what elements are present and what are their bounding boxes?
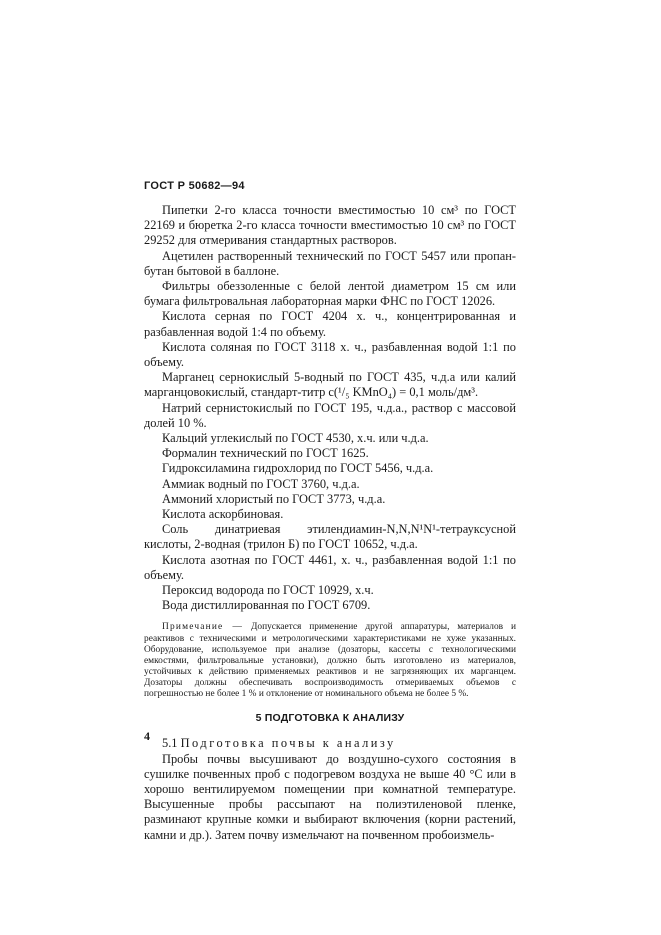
paragraph: Соль динатриевая этилендиамин-N,N,N¹N¹-тетрауксусной кислоты, 2-водная (трилон Б) по ГОСТ 10652, ч.д.а.: [144, 522, 516, 552]
paragraph: Кислота азотная по ГОСТ 4461, х. ч., разбавленная водой 1:1 по объему.: [144, 552, 516, 582]
subsection-heading: [144, 736, 516, 751]
paragraph: Формалин технический по ГОСТ 1625.: [162, 446, 369, 461]
paragraph: Ацетилен растворенный технический по ГОСТ 5457 или пропан-бутан бытовой в баллоне.: [144, 248, 516, 278]
subsection-title: Подготовка почвы к анализу: [180, 736, 396, 751]
paragraph: Марганец сернокислый 5-водный по ГОСТ 435, ч.д.а или калий марганцовокислый, стандарт-титр c(¹/₅ KMnO₄) = 0,1 моль/дм³.: [144, 370, 516, 400]
section-title: 5 ПОДГОТОВКА К АНАЛИЗУ: [255, 712, 405, 725]
document-header: ГОСТ Р 50682—94: [144, 180, 245, 192]
document-body: [144, 203, 516, 843]
paragraph: Кальций углекислый по ГОСТ 4530, х.ч. или ч.д.а.: [162, 431, 429, 446]
paragraph: Вода дистиллированная по ГОСТ 6709.: [162, 598, 371, 613]
paragraph: Фильтры обеззоленные с белой лентой диаметром 15 см или бумага фильтровальная лабораторная марки ФНС по ГОСТ 12026.: [144, 279, 516, 309]
paragraph: Натрий сернистокислый по ГОСТ 195, ч.д.а., раствор с массовой долей 10 %.: [144, 400, 516, 430]
note-text: Допускается применение другой аппаратуры, материалов и реактивов с техническими и метрологическими характеристиками не хуже указанных. Оборудование, используемое при анализе (дозаторы, кассеты с технологическими емкостями, фильтровальные установки), должно быть изготовлено из материалов, устойчивых к действию применяемых реактивов и не загрязняющих их марганцем. Дозаторы должны обеспечивать воспроизводимость отмериваемых объемов с погрешностью не более 1 % и отклонение от номинального объема не более 5 %.: [144, 622, 517, 700]
paragraph: Кислота серная по ГОСТ 4204 х. ч., концентрированная и разбавленная водой 1:4 по объему.: [144, 309, 516, 339]
paragraph: Аммоний хлористый по ГОСТ 3773, ч.д.а.: [162, 491, 386, 506]
paragraph: Гидроксиламина гидрохлорид по ГОСТ 5456, ч.д.а.: [162, 461, 434, 476]
note-label: Примечание —: [162, 622, 244, 633]
subsection-number: 5.1: [162, 736, 178, 751]
paragraph: Кислота соляная по ГОСТ 3118 х. ч., разбавленная водой 1:1 по объему.: [144, 339, 516, 370]
section-paragraph: Пробы почвы высушивают до воздушно-сухого состояния в сушилке почвенных проб с подогревом воздуха не выше 40 °С или в хорошо вентилируемом помещении при комнатной температуре. Высушенные пробы рассыпают на полиэтиленовой пленке, разминают крупные комки и выбирают включения (корни растений, камни и др.). Затем почву измельчают на почвенном пробоизмель-: [144, 751, 516, 842]
page-number: 4: [144, 729, 150, 743]
paragraph: Аммиак водный по ГОСТ 3760, ч.д.а.: [162, 476, 360, 491]
paragraph: Кислота аскорбиновая.: [162, 507, 284, 522]
paragraph: Пероксид водорода по ГОСТ 10929, х.ч.: [162, 583, 374, 598]
paragraph: Пипетки 2-го класса точности вместимостью 10 см³ по ГОСТ 22169 и бюретка 2-го класса точности вместимостью 10 см³ по ГОСТ 29252 для отмеривания стандартных растворов.: [144, 203, 516, 248]
note: [144, 622, 516, 700]
